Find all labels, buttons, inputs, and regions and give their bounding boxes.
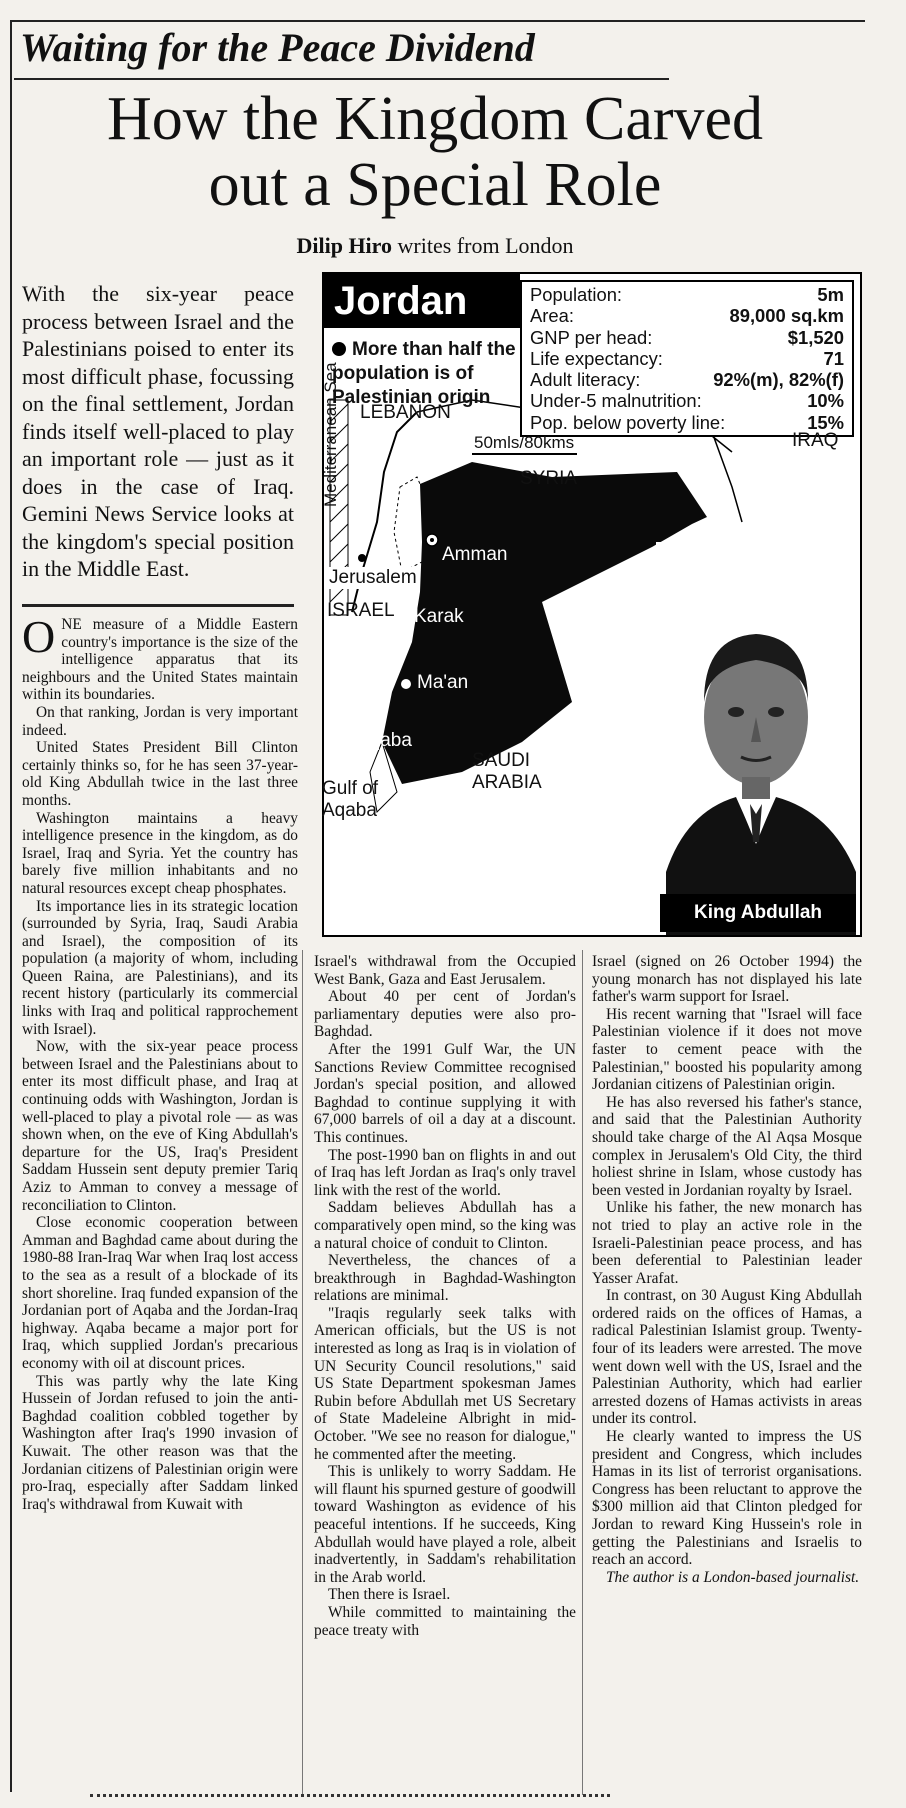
label-israel: ISRAEL — [327, 600, 395, 621]
paragraph: ONE measure of a Middle Eastern country's importance is the size of the intelligence apparatus that its neighbours and the United States maintain within its boundaries. — [22, 611, 298, 704]
paragraph: United States President Bill Clinton certainly thinks so, for he has seen 37-year-old King Abdullah twice in the last three months. — [22, 739, 298, 809]
paragraph: This was partly why the late King Hussein of Jordan refused to join the anti-Baghdad coalition cobbled together by Washington after Iraq's 1990 invasion of Kuwait. The other reason was that the Jordanian citizens of Palestinian origin were pro-Iraq, especially after Saddam linked Iraq's withdrawal from Kuwait with — [22, 1372, 298, 1513]
stats-box — [520, 280, 854, 437]
label-iraq: IRAQ — [792, 430, 839, 451]
paragraph: On that ranking, Jordan is very important indeed. — [22, 703, 298, 739]
paragraph: Nevertheless, the chances of a breakthrough in Baghdad-Washington relations are minimal. — [314, 1252, 576, 1305]
body-column-1 — [22, 611, 298, 1513]
paragraph: Israel's withdrawal from the Occupied West Bank, Gaza and East Jerusalem. — [314, 953, 576, 988]
paragraph: Saddam believes Abdullah has a comparatively open mind, so the king was a natural choice of conduit to Clinton. — [314, 1199, 576, 1252]
paragraph: Close economic cooperation between Amman and Baghdad came about during the 1980-88 Iran-Iraq War when Iraq lost access to the sea as a result of a blockade of its short shoreline. Iraq funded expansion of the Jordanian port of Aqaba and the Jordan-Iraq highway. Aqaba became a major port for Iraq, which supplied Jordan's precarious economy with oil at discount prices. — [22, 1214, 298, 1372]
byline — [20, 232, 850, 260]
label-saudi: SAUDI ARABIA — [472, 750, 542, 793]
paragraph: Israel (signed on 26 October 1994) the young monarch has not displayed his late father's warm support for Israel. — [592, 953, 862, 1006]
label-amman: Amman — [442, 544, 508, 565]
byline-author: Dilip Hiro — [296, 233, 393, 258]
paragraph: This is unlikely to worry Saddam. He will flaunt his spurned gesture of goodwill toward Washington as evidence of his peaceful intentions. If he succeeds, King Abdullah would have played a role, albeit inadvertently, in Saddam's rehabilitation in the Arab world. — [314, 1463, 576, 1586]
paragraph: The post-1990 ban on flights in and out of Iraq has left Jordan as Iraq's only travel link with the rest of the world. — [314, 1146, 576, 1199]
aqaba-marker — [343, 737, 353, 747]
stat-row: GNP per head: $1,520 — [530, 326, 844, 348]
column-divider — [302, 950, 303, 1795]
bottom-dotted-rule — [90, 1794, 610, 1797]
jordan-graphic — [322, 272, 862, 942]
paragraph: "Iraqis regularly seek talks with American officials, but the US is not interested as long as Iraq is in violation of UN Security Council resolutions," said US State Department spokesman James Rubin before Abdullah met US Secretary of State Madeleine Albright in mid-October. "We see no reason for dialogue," he commented after the meeting. — [314, 1304, 576, 1463]
photo-caption: King Abdullah — [660, 894, 856, 932]
population-note: More than half the population is of Palestinian origin — [332, 339, 516, 408]
kicker: Waiting for the Peace Dividend — [20, 25, 535, 70]
karak-marker — [399, 610, 409, 620]
paragraph: Then there is Israel. — [328, 1586, 451, 1604]
stat-row: Life expectancy: 71 — [530, 347, 844, 369]
column-divider — [582, 950, 583, 1795]
amman-center — [430, 538, 434, 542]
paragraph: He clearly wanted to impress the US president and Congress, which includes Hamas in its list of terrorist organisations. Congress has been reluctant to approve the $300 million aid that Clinton pledged for Jordan to reward King Hussein's role in getting the Palestinians and Israelis to reach an accord. — [592, 1428, 862, 1569]
stat-row: Area: 89,000 sq.km — [530, 305, 844, 327]
stat-row: Under-5 malnutrition: 10% — [530, 390, 844, 412]
drop-cap: O — [22, 611, 56, 662]
intro-standfirst: With the six-year peace process between Israel and the Palestinians poised to enter its most difficult phase, focussing on the final settlement, Jordan finds itself well-placed to play an important role — just as it does in the case of Iraq. Gemini News Service looks at the kingdom's special position in the Middle East. — [22, 281, 294, 581]
byline-location: writes from London — [392, 233, 574, 258]
stat-row: Population: 5m — [530, 284, 844, 305]
maan-marker — [401, 679, 411, 689]
label-sea: Mediterranean Sea — [321, 362, 340, 507]
left-rule — [10, 22, 12, 1792]
label-scale: 50mls/80kms — [474, 433, 575, 452]
top-rule — [10, 20, 865, 22]
label-gulf: Gulf of Aqaba — [322, 778, 378, 821]
label-aqaba: Aqaba — [357, 730, 412, 751]
king-abdullah-photo — [656, 542, 860, 935]
kicker-rule — [14, 78, 669, 80]
headline: How the Kingdom Carved out a Special Role — [106, 85, 764, 219]
paragraph: While committed to maintaining the peace treaty with — [314, 1603, 576, 1639]
paragraph: In contrast, on 30 August King Abdullah ordered raids on the offices of Hamas, a radical Palestinian Islamist group. Twenty-four of its leaders were arrested. The move went down well with the US, Israel and the Palestinian Authority, which had earlier arrested dozens of Hamas activists in areas under its control. — [592, 1287, 862, 1428]
jerusalem-marker — [358, 554, 366, 562]
paragraph: Its importance lies in its strategic location (surrounded by Syria, Iraq, Saudi Arabia and Israel), the composition of its population (a majority of whom, including Queen Raina, are Palestinians), and its recent history (particularly its commercial links with Iraq and political rapprochement with Israel). — [22, 897, 298, 1038]
label-lebanon: LEBANON — [360, 402, 451, 423]
body-column-2 — [314, 953, 576, 1639]
body-column-3 — [592, 953, 862, 1586]
paragraph: His recent warning that "Israel will face Palestinian violence if it does not move faster to cement peace with the Palestinian," boosted his popularity among Jordanian citizens of Palestinian origin. — [592, 1005, 862, 1094]
stat-row: Pop. below poverty line: 15% — [530, 411, 844, 433]
label-jerusalem: Jerusalem — [329, 567, 417, 588]
intro-rule — [22, 604, 294, 607]
label-maan: Ma'an — [417, 672, 469, 693]
paragraph: About 40 per cent of Jordan's parliamentary deputies were also pro-Baghdad. — [314, 988, 576, 1041]
paragraph: After the 1991 Gulf War, the UN Sanctions Review Committee recognised Jordan's special position, and allowed Baghdad to continue supplying it with 67,000 barrels of oil a day at a discount. This continues. — [314, 1040, 576, 1146]
paragraph: He has also reversed his father's stance, and said that the Palestinian Authority should take charge of the Al Aqsa Mosque complex in Jerusalem's Old City, the third holiest shrine in Islam, whose custody has been vested in Jordanian royalty by Israel. — [592, 1093, 862, 1199]
paragraph: Washington maintains a heavy intelligence presence in the kingdom, as do Israel, Iraq and Syria. Yet the country has barely five million inhabitants and no natural resources except cheap phosphates. — [22, 809, 298, 897]
paragraph: Now, with the six-year peace process between Israel and the Palestinians about to enter its most difficult phase, and Iraq at continuing odds with Washington, Jordan is well-placed to play a pivotal role — as was shown when, on the eve of King Abdullah's departure for the US, Iraq's President Saddam Hussein sent deputy premier Tariq Aziz to Amman to convey a message of reconciliation to Clinton. — [22, 1038, 298, 1214]
stat-row: Adult literacy: 92%(m), 82%(f) — [530, 369, 844, 391]
label-karak: Karak — [414, 606, 464, 627]
label-syria: SYRIA — [520, 468, 578, 489]
country-label: Jordan — [324, 274, 520, 328]
paragraph: Unlike his father, the new monarch has not tried to play an active role in the Israeli-Palestinian peace process, and has been deferential to Palestinian leader Yasser Arafat. — [592, 1199, 862, 1287]
author-note: The author is a London-based journalist. — [606, 1568, 860, 1586]
